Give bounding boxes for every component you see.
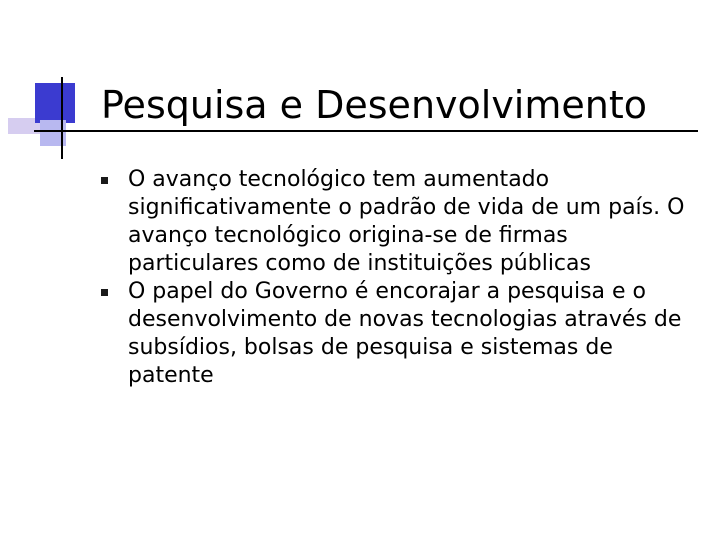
square-bullet-icon (101, 177, 108, 184)
bullet-item (98, 166, 698, 278)
bullet-item (98, 278, 698, 390)
slide-title: Pesquisa e Desenvolvimento (101, 83, 647, 127)
logo-blue-square (35, 83, 75, 123)
title-underline (34, 130, 698, 132)
square-bullet-icon (101, 289, 108, 296)
bullet-list (98, 166, 698, 390)
logo-vertical-line (61, 77, 63, 159)
decorative-squares-logo (0, 0, 110, 170)
bullet-text: O avanço tecnológico tem aumentado significativamente o padrão de vida de um país. O avanço tecnológico origina-se de firmas particulares como de instituições públicas (128, 167, 685, 276)
bullet-text: O papel do Governo é encorajar a pesquisa e o desenvolvimento de novas tecnologias através de subsídios, bolsas de pesquisa e sistemas de patente (128, 279, 682, 388)
